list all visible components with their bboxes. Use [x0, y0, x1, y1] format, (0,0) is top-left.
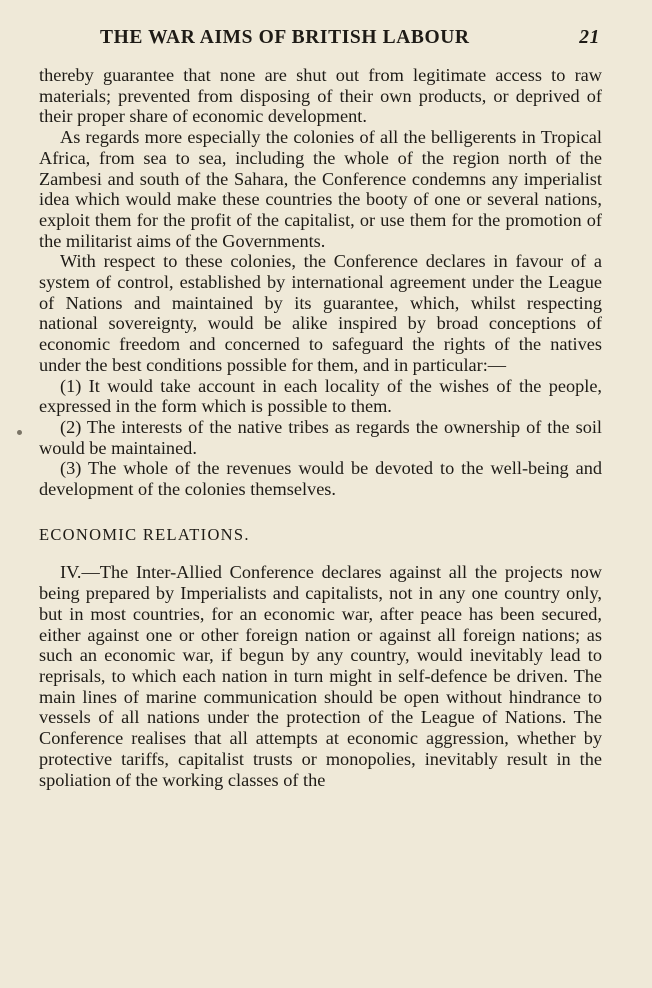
margin-speck — [17, 430, 22, 435]
page-body — [39, 65, 602, 790]
running-title: THE WAR AIMS OF BRITISH LABOUR — [100, 27, 470, 48]
section-heading: ECONOMIC RELATIONS. — [39, 524, 250, 544]
list-item-2: (2) The interests of the native tribes as regards the ownership of the soil would be maintained. — [39, 416, 602, 458]
list-item-3: (3) The whole of the revenues would be devoted to the well-being and development of the colonies themselves. — [39, 458, 602, 500]
paragraph-continued: thereby guarantee that none are shut out from legitimate access to raw materials; prevented from disposing of their own products, or deprived of their proper share of economic development. — [39, 65, 602, 127]
paragraph-tropical-africa: As regards more especially the colonies of all the belligerents in Tropical Africa, from sea to sea, including the whole of the region north of the Zambesi and south of the Sahara, the Conference condemns any imperialist idea which would make these countries the booty of one or several nations, exploit them for the profit of the capitalist, or use them for the promotion of the militarist aims of the Governments. — [39, 127, 602, 251]
paragraph-economic-relations: IV.—The Inter-Allied Conference declares against all the projects now being prepared by Imperialists and capitalists, not in any one country only, but in most countries, for an economic war, after peace has been secured, either against one or other foreign nation or against all foreign nations; as such an economic war, if begun by any country, would inevitably lead to reprisals, to which each nation in turn might in self-defence be driven. The main lines of marine communication should be open without hindrance to vessels of all nations under the protection of the League of Nations. The Conference realises that all attempts at economic aggression, whether by protective tariffs, capitalist trusts or monopolies, inevitably result in the spoliation of the working classes of the — [39, 562, 602, 790]
list-item-1: (1) It would take account in each locality of the wishes of the people, expressed in the form which is possible to them. — [39, 375, 602, 417]
paragraph-colonies-control: With respect to these colonies, the Conference declares in favour of a system of control, established by international agreement under the League of Nations and maintained by its guarantee, which, whilst respecting national sovereignty, would be alike inspired by broad conceptions of economic freedom and concerned to safeguard the rights of the natives under the best conditions possible for them, and in particular:— — [39, 251, 602, 375]
page-number: 21 — [579, 27, 600, 48]
